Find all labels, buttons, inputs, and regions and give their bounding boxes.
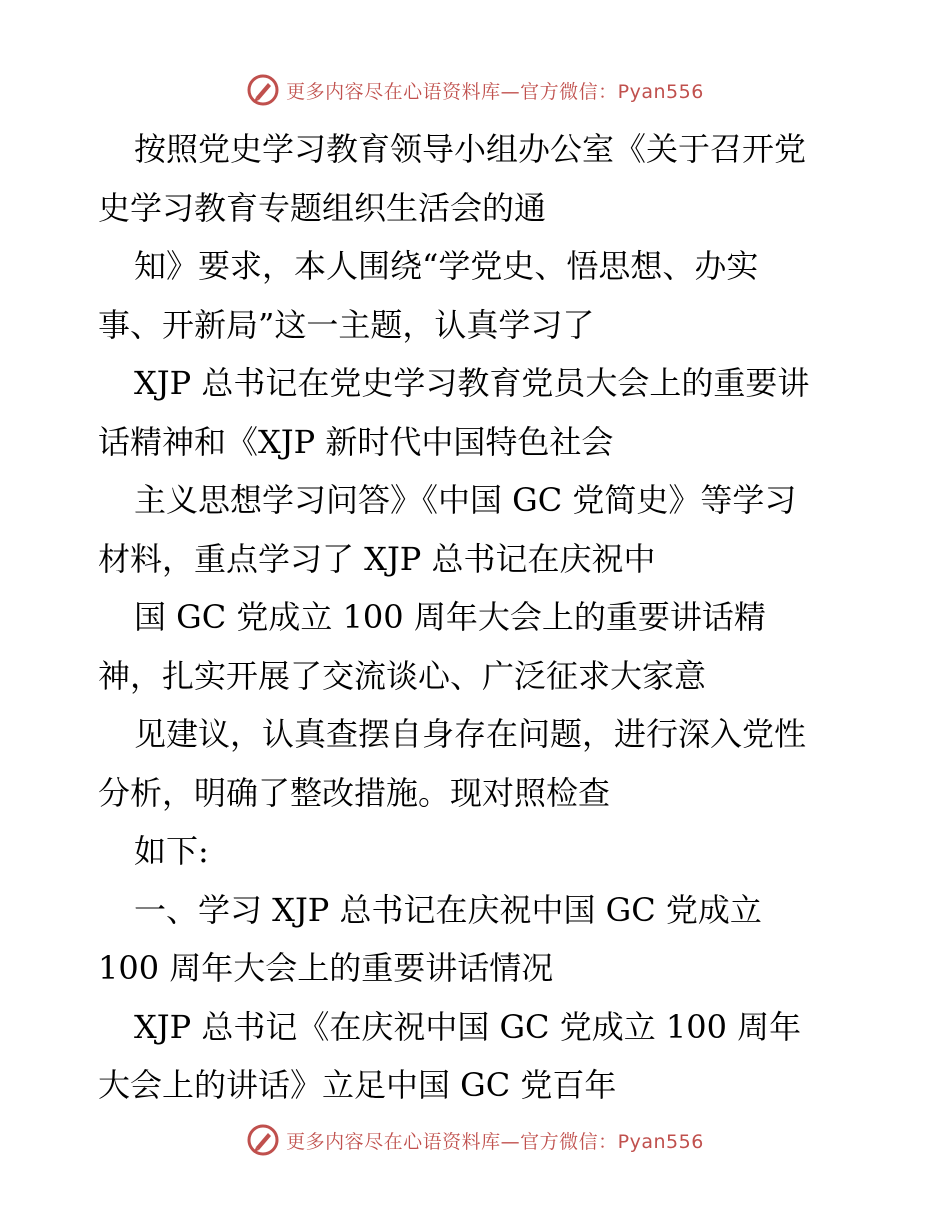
text-line: 事、开新局”这一主题，认真学习了 [98,305,595,344]
header-watermark [0,70,950,110]
text-line: 材料，重点学习了 XJP 总书记在庆祝中 [98,539,656,578]
paragraph-3 [98,354,858,471]
text-line: 按照党史学习教育领导小组办公室《关于召开党 [134,130,807,168]
text-line: 见建议，认真查摆自身存在问题，进行深入党性 [134,715,807,753]
watermark-text: 更多内容尽在心语资料库—官方微信：Pyan556 [286,80,704,103]
text-line: 国 GC 党成立 100 周年大会上的重要讲话精 [134,598,766,636]
pen-circle-logo-icon [246,73,280,107]
text-line: 史学习教育专题组织生活会的通 [98,188,547,227]
text-line: 主义思想学习问答》《中国 GC 党简史》等学习 [134,481,797,519]
text-line: 大会上的讲话》立足中国 GC 党百年 [98,1066,617,1104]
paragraph-8 [98,998,858,1115]
text-line: 100 周年大会上的重要讲话情况 [98,949,554,987]
text-line: 神，扎实开展了交流谈心、广泛征求大家意 [98,656,707,695]
paragraph-2 [98,237,858,354]
text-line: 分析，明确了整改措施。现对照检查 [98,773,611,812]
watermark-text: 更多内容尽在心语资料库—官方微信：Pyan556 [286,1130,704,1153]
paragraph-1 [98,120,858,237]
text-line: XJP 总书记在党史学习教育党员大会上的重要讲 [134,364,810,402]
section-heading-1 [98,881,858,998]
text-line: 如下: [134,832,209,870]
pen-circle-logo-icon [246,1123,280,1157]
paragraph-6 [98,705,858,822]
document-body [98,120,858,1115]
text-line: 话精神和《XJP 新时代中国特色社会 [98,422,614,461]
paragraph-5 [98,588,858,705]
text-line: XJP 总书记《在庆祝中国 GC 党成立 100 周年 [134,1007,802,1046]
footer-watermark [0,1120,950,1160]
text-line: 知》要求，本人围绕“学党史、悟思想、办实 [134,247,759,285]
paragraph-4 [98,471,858,588]
paragraph-7 [98,822,858,881]
text-line: 一、学习 XJP 总书记在庆祝中国 GC 党成立 [134,890,762,929]
